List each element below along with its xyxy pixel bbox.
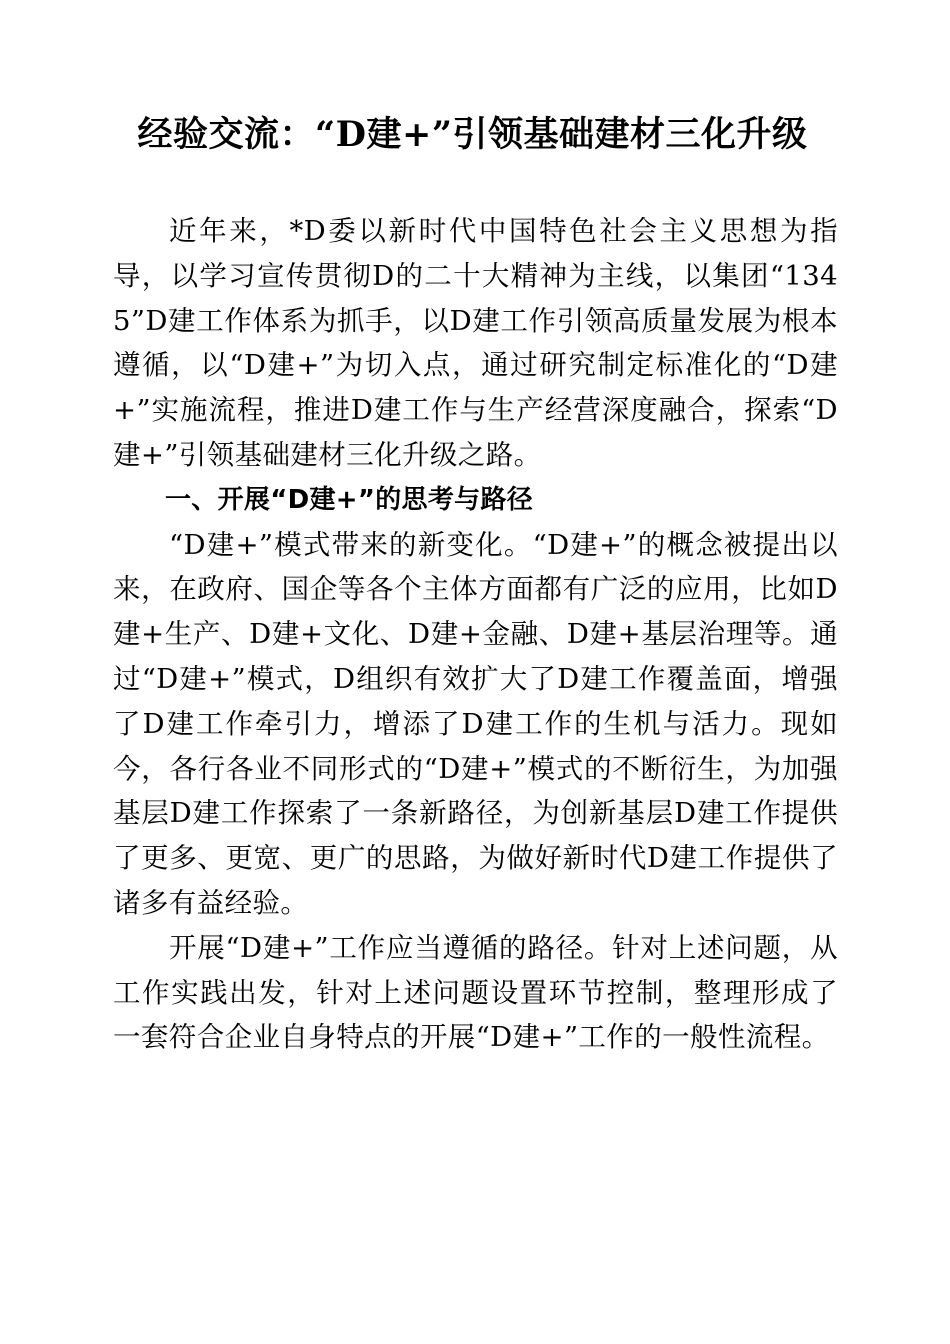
section-heading-one: 一、开展“D建+”的思考与路径 [165, 484, 534, 515]
paragraph-path-to-follow: 开展“D建+”工作应当遵循的路径。针对上述问题，从工作实践出发，针对上述问题设置环节控制，整理形成了一套符合企业自身特点的开展“D建+”工作的一般性流程。 [113, 931, 838, 1054]
page-title: 经验交流：“D建+”引领基础建材三化升级 [137, 114, 808, 155]
paragraph-new-changes: “D建+”模式带来的新变化。“D建+”的概念被提出以来，在政府、国企等各个主体方面都有广泛的应用，比如D建+生产、D建+文化、D建+金融、D建+基层治理等。通过“D建+”模式，D组织有效扩大了D建工作覆盖面，增强了D建工作牵引力，增添了D建工作的生机与活力。现如今，各行各业不同形式的“D建+”模式的不断衍生，为加强基层D建工作探索了一条新路径，为创新基层D建工作提供了更多、更宽、更广的思路，为做好新时代D建工作提供了诸多有益经验。 [113, 528, 838, 919]
paragraph-intro: 近年来，*D委以新时代中国特色社会主义思想为指导，以学习宣传贯彻D的二十大精神为主线，以集团“1345”D建工作体系为抓手，以D建工作引领高质量发展为根本遵循，以“D建+”为切入点，通过研究制定标准化的“D建+”实施流程，推进D建工作与生产经营深度融合，探索“D建+”引领基础建材三化升级之路。 [113, 215, 838, 471]
document-body [113, 0, 838, 1060]
